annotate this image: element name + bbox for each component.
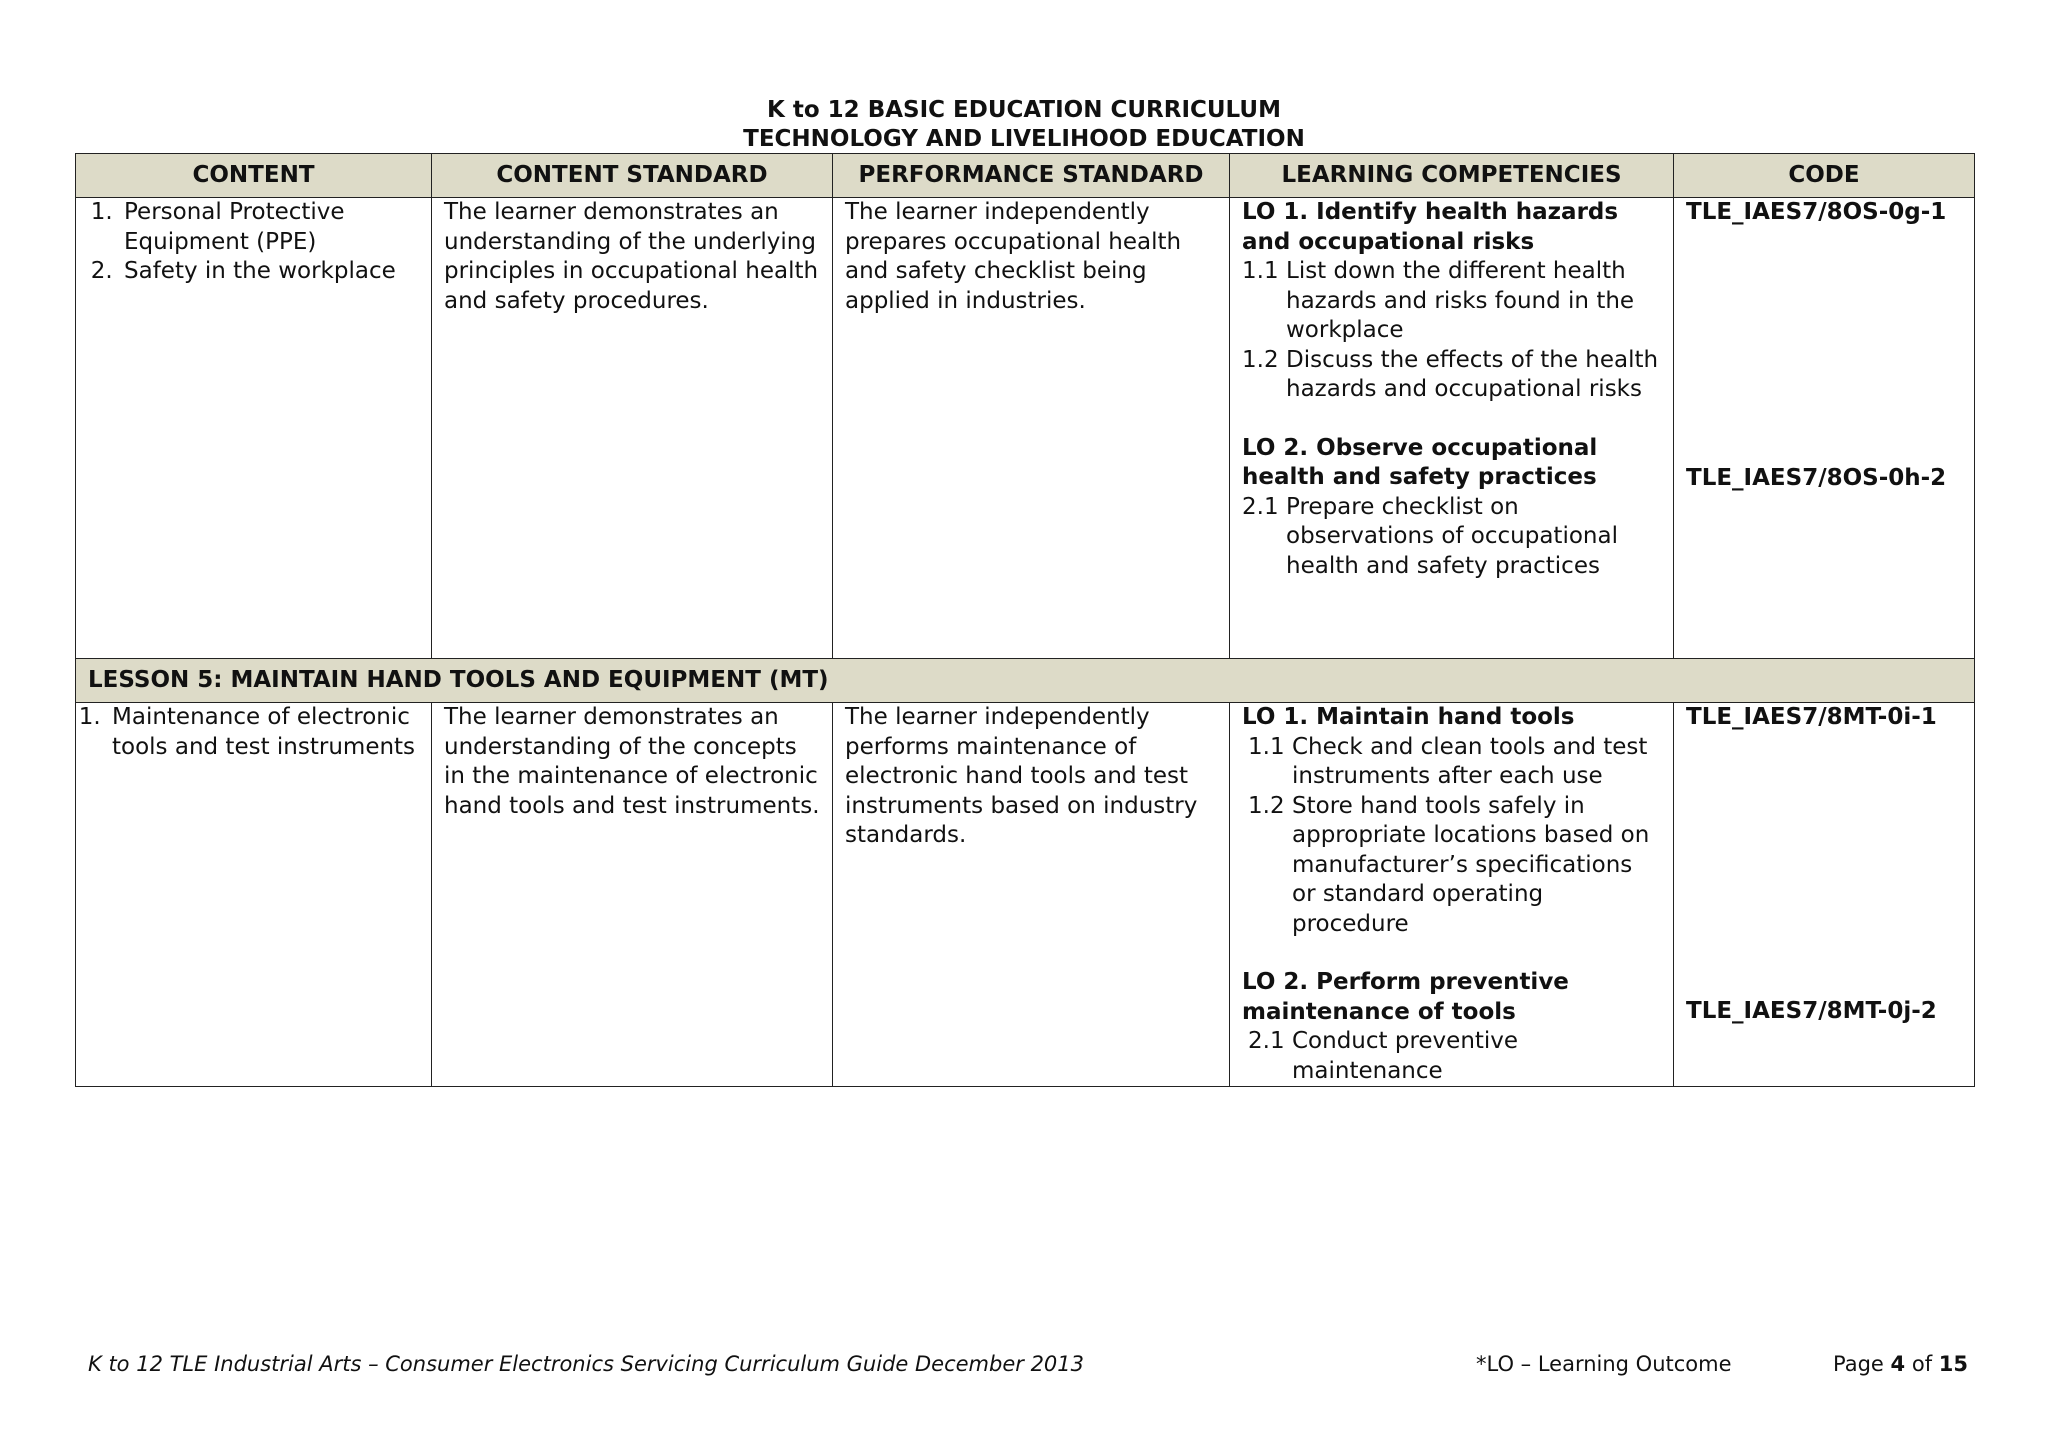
content-cell (76, 198, 432, 659)
table-row (76, 198, 1975, 659)
lesson-title: LESSON 5: MAINTAIN HAND TOOLS AND EQUIPMENT (MT) (76, 659, 1975, 703)
code-cell (1674, 703, 1975, 1087)
competency-number: 1.1 (1242, 258, 1279, 284)
page-total: 15 (1938, 1352, 1969, 1376)
learning-outcome-title: LO 2. Observe occupational health and safety practices (1242, 434, 1598, 490)
column-header-content: CONTENT (76, 154, 432, 198)
footer-lo-note: *LO – Learning Outcome (1476, 1352, 1732, 1376)
page-prefix: Page (1833, 1352, 1884, 1376)
page-current: 4 (1890, 1352, 1906, 1376)
lesson-header-row (76, 659, 1975, 703)
column-header-code: CODE (1674, 154, 1975, 198)
content-cell (76, 703, 432, 1087)
column-header-content-standard: CONTENT STANDARD (432, 154, 833, 198)
learning-outcome-title: LO 2. Perform preventive maintenance of tools (1242, 969, 1569, 1025)
content-list (88, 198, 419, 287)
competency-text: Prepare checklist on observations of occupational health and safety practices (1286, 493, 1618, 579)
content-standard-cell: The learner demonstrates an understanding of the concepts in the maintenance of electronic hand tools and test instruments. (432, 703, 833, 1087)
list-item: 1. Maintenance of electronic tools and test instruments (108, 703, 419, 762)
competency-number: 1.2 (1242, 346, 1279, 373)
competency-item (1242, 792, 1661, 940)
learning-outcome-title: LO 1. Maintain hand tools (1242, 704, 1575, 730)
competency-text: Conduct preventive maintenance (1292, 1028, 1519, 1084)
learning-competencies-cell (1230, 198, 1674, 659)
performance-standard-cell: The learner independently performs maintenance of electronic hand tools and test instruments based on industry standards. (833, 703, 1230, 1087)
learning-outcome-title: LO 1. Identify health hazards and occupational risks (1242, 199, 1619, 255)
competency-item (1242, 257, 1661, 346)
competency-text: Store hand tools safely in appropriate locations based on manufacturer’s specifications or standard operating procedure (1292, 792, 1650, 937)
competency-item (1242, 1027, 1661, 1086)
competency-number: 2.1 (1242, 493, 1279, 520)
competency-text: Discuss the effects of the health hazards and occupational risks (1286, 346, 1659, 402)
document-title-line2: TECHNOLOGY AND LIVELIHOOD EDUCATION (743, 126, 1305, 152)
competency-code: TLE_IAES7/8OS-0h-2 (1686, 464, 1947, 491)
footer-guide-title: K to 12 TLE Industrial Arts – Consumer Electronics Servicing Curriculum Guide December 2013 (88, 1352, 1085, 1376)
competency-text: List down the different health hazards and risks found in the workplace (1286, 258, 1635, 343)
page-number (1833, 1350, 1968, 1378)
list-item: 2. Safety in the workplace (120, 257, 419, 287)
competency-item (1242, 493, 1661, 582)
column-header-learning-competencies: LEARNING COMPETENCIES (1230, 154, 1674, 198)
curriculum-table (75, 153, 1975, 1087)
page-of: of (1911, 1352, 1933, 1376)
competency-number: 1.1 (1248, 733, 1285, 760)
competency-code: TLE_IAES7/8OS-0g-1 (1686, 199, 1947, 225)
content-standard-cell: The learner demonstrates an understanding of the underlying principles in occupational health and safety procedures. (432, 198, 833, 659)
table-row (76, 703, 1975, 1087)
competency-number: 1.2 (1248, 792, 1285, 819)
competency-item (1242, 346, 1661, 405)
column-header-performance-standard: PERFORMANCE STANDARD (833, 154, 1230, 198)
performance-standard-cell: The learner independently prepares occupational health and safety checklist being applied in industries. (833, 198, 1230, 659)
competency-text: Check and clean tools and test instruments after each use (1292, 733, 1648, 789)
content-list (88, 703, 419, 762)
competency-item (1242, 733, 1661, 792)
table-header-row (76, 154, 1975, 198)
competency-code: TLE_IAES7/8MT-0j-2 (1686, 997, 1937, 1024)
code-cell (1674, 198, 1975, 659)
competency-number: 2.1 (1248, 1028, 1285, 1054)
learning-competencies-cell (1230, 703, 1674, 1087)
document-title-line1: K to 12 BASIC EDUCATION CURRICULUM (767, 97, 1281, 123)
competency-code: TLE_IAES7/8MT-0i-1 (1686, 704, 1937, 730)
list-item: 1. Personal Protective Equipment (PPE) (120, 198, 419, 257)
